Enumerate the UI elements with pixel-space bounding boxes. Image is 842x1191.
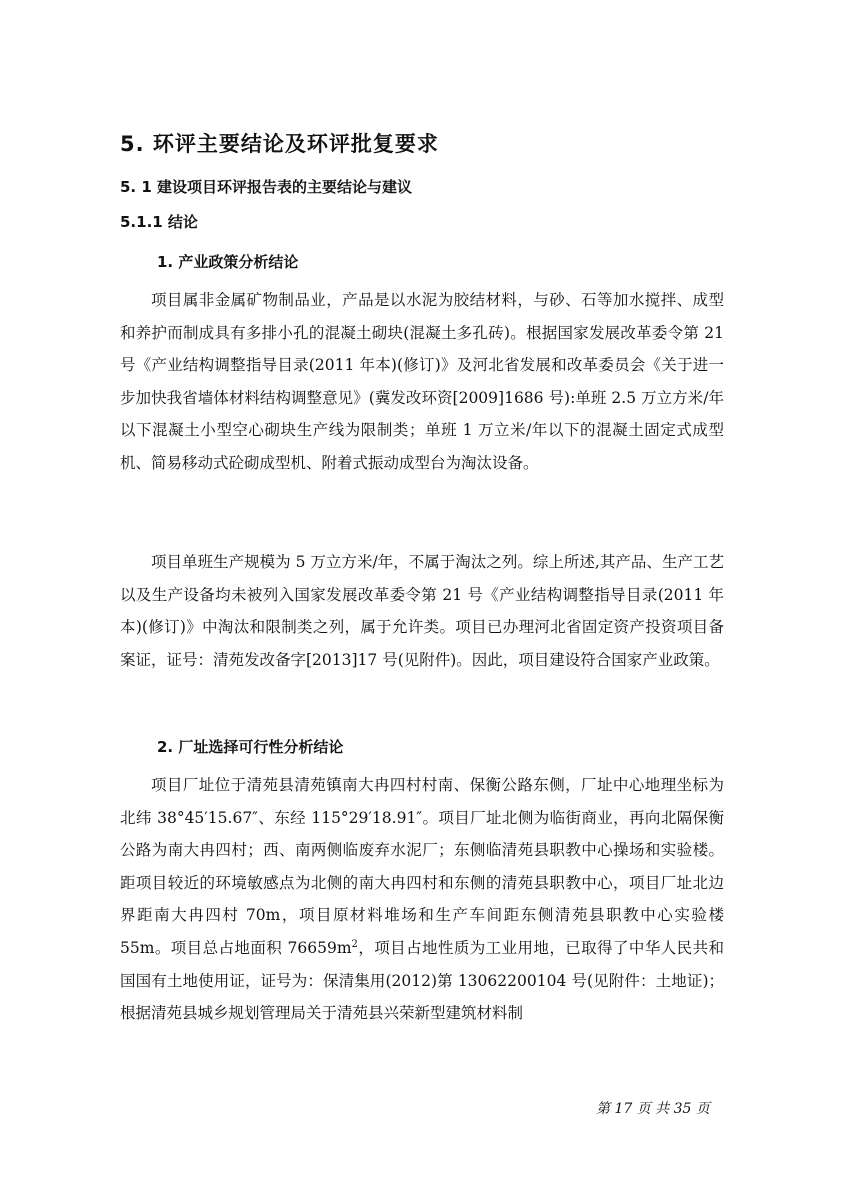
paragraph-industrial-policy-1: 项目属非金属矿物制品业，产品是以水泥为胶结材料，与砂、石等加水搅拌、成型和养护而制成具有多排小孔的混凝土砌块(混凝土多孔砖)。根据国家发展改革委令第 21 号《产业结构调整指导目录(2011 年本)(修订)》及河北省发展和改革委员会《关于进一步加快我省墙体材料结构调整意见》(冀发改环资[2009]1686 号):单班 2.5 万立方米/年以下混凝土小型空心砌块生产线为限制类；单班 1 万立米/年以下的混凝土固定式成型机、简易移动式砼砌成型机、附着式振动成型台为淘汰设备。	[120, 291, 724, 472]
superscript: 2	[351, 938, 358, 950]
item-heading-site-selection: 2. 厂址选择可行性分析结论	[157, 738, 344, 756]
item-heading-industrial-policy: 1. 产业政策分析结论	[157, 253, 299, 271]
paragraph-site-selection	[120, 769, 724, 1030]
paragraph-text-part1: 项目厂址位于清苑县清苑镇南大冉四村村南、保衡公路东侧，厂址中心地理坐标为北纬 38°45′15.67″、东经 115°29′18.91″。项目厂址北侧为临街商业，再向北隔保衡公路为南大冉四村；西、南两侧临废弃水泥厂；东侧临清苑县职教中心操场和实验楼。距项目较近的环境敏感点为北侧的南大冉四村和东侧的清苑县职教中心，项目厂址北边界距南大冉四村 70m，项目原材料堆场和生产车间距东侧清苑县职教中心实验楼 55m。项目总占地面积 76659m	[120, 776, 724, 957]
subsection-heading: 5.1.1 结论	[120, 213, 198, 231]
page-number-footer: 第 17 页 共 35 页	[596, 1101, 710, 1117]
paragraph-text-part2: ，项目占地性质为工业用地，已取得了中华人民共和国国有土地使用证，证号为：保清集用(2012)第 13062200104 号(见附件：土地证)；根据清苑县城乡规划管理局关于清苑县兴荣新型建筑材料制	[120, 938, 724, 1023]
chapter-heading: 5. 环评主要结论及环评批复要求	[120, 132, 439, 156]
paragraph-industrial-policy-2: 项目单班生产规模为 5 万立方米/年，不属于淘汰之列。综上所述,其产品、生产工艺以及生产设备均未被列入国家发展改革委令第 21 号《产业结构调整指导目录(2011 年本)(修订)》中淘汰和限制类之列，属于允许类。项目已办理河北省固定资产投资项目备案证，证号：清苑发改备字[2013]17 号(见附件)。因此，项目建设符合国家产业政策。	[120, 553, 724, 669]
section-heading: 5. 1 建设项目环评报告表的主要结论与建议	[120, 178, 413, 196]
